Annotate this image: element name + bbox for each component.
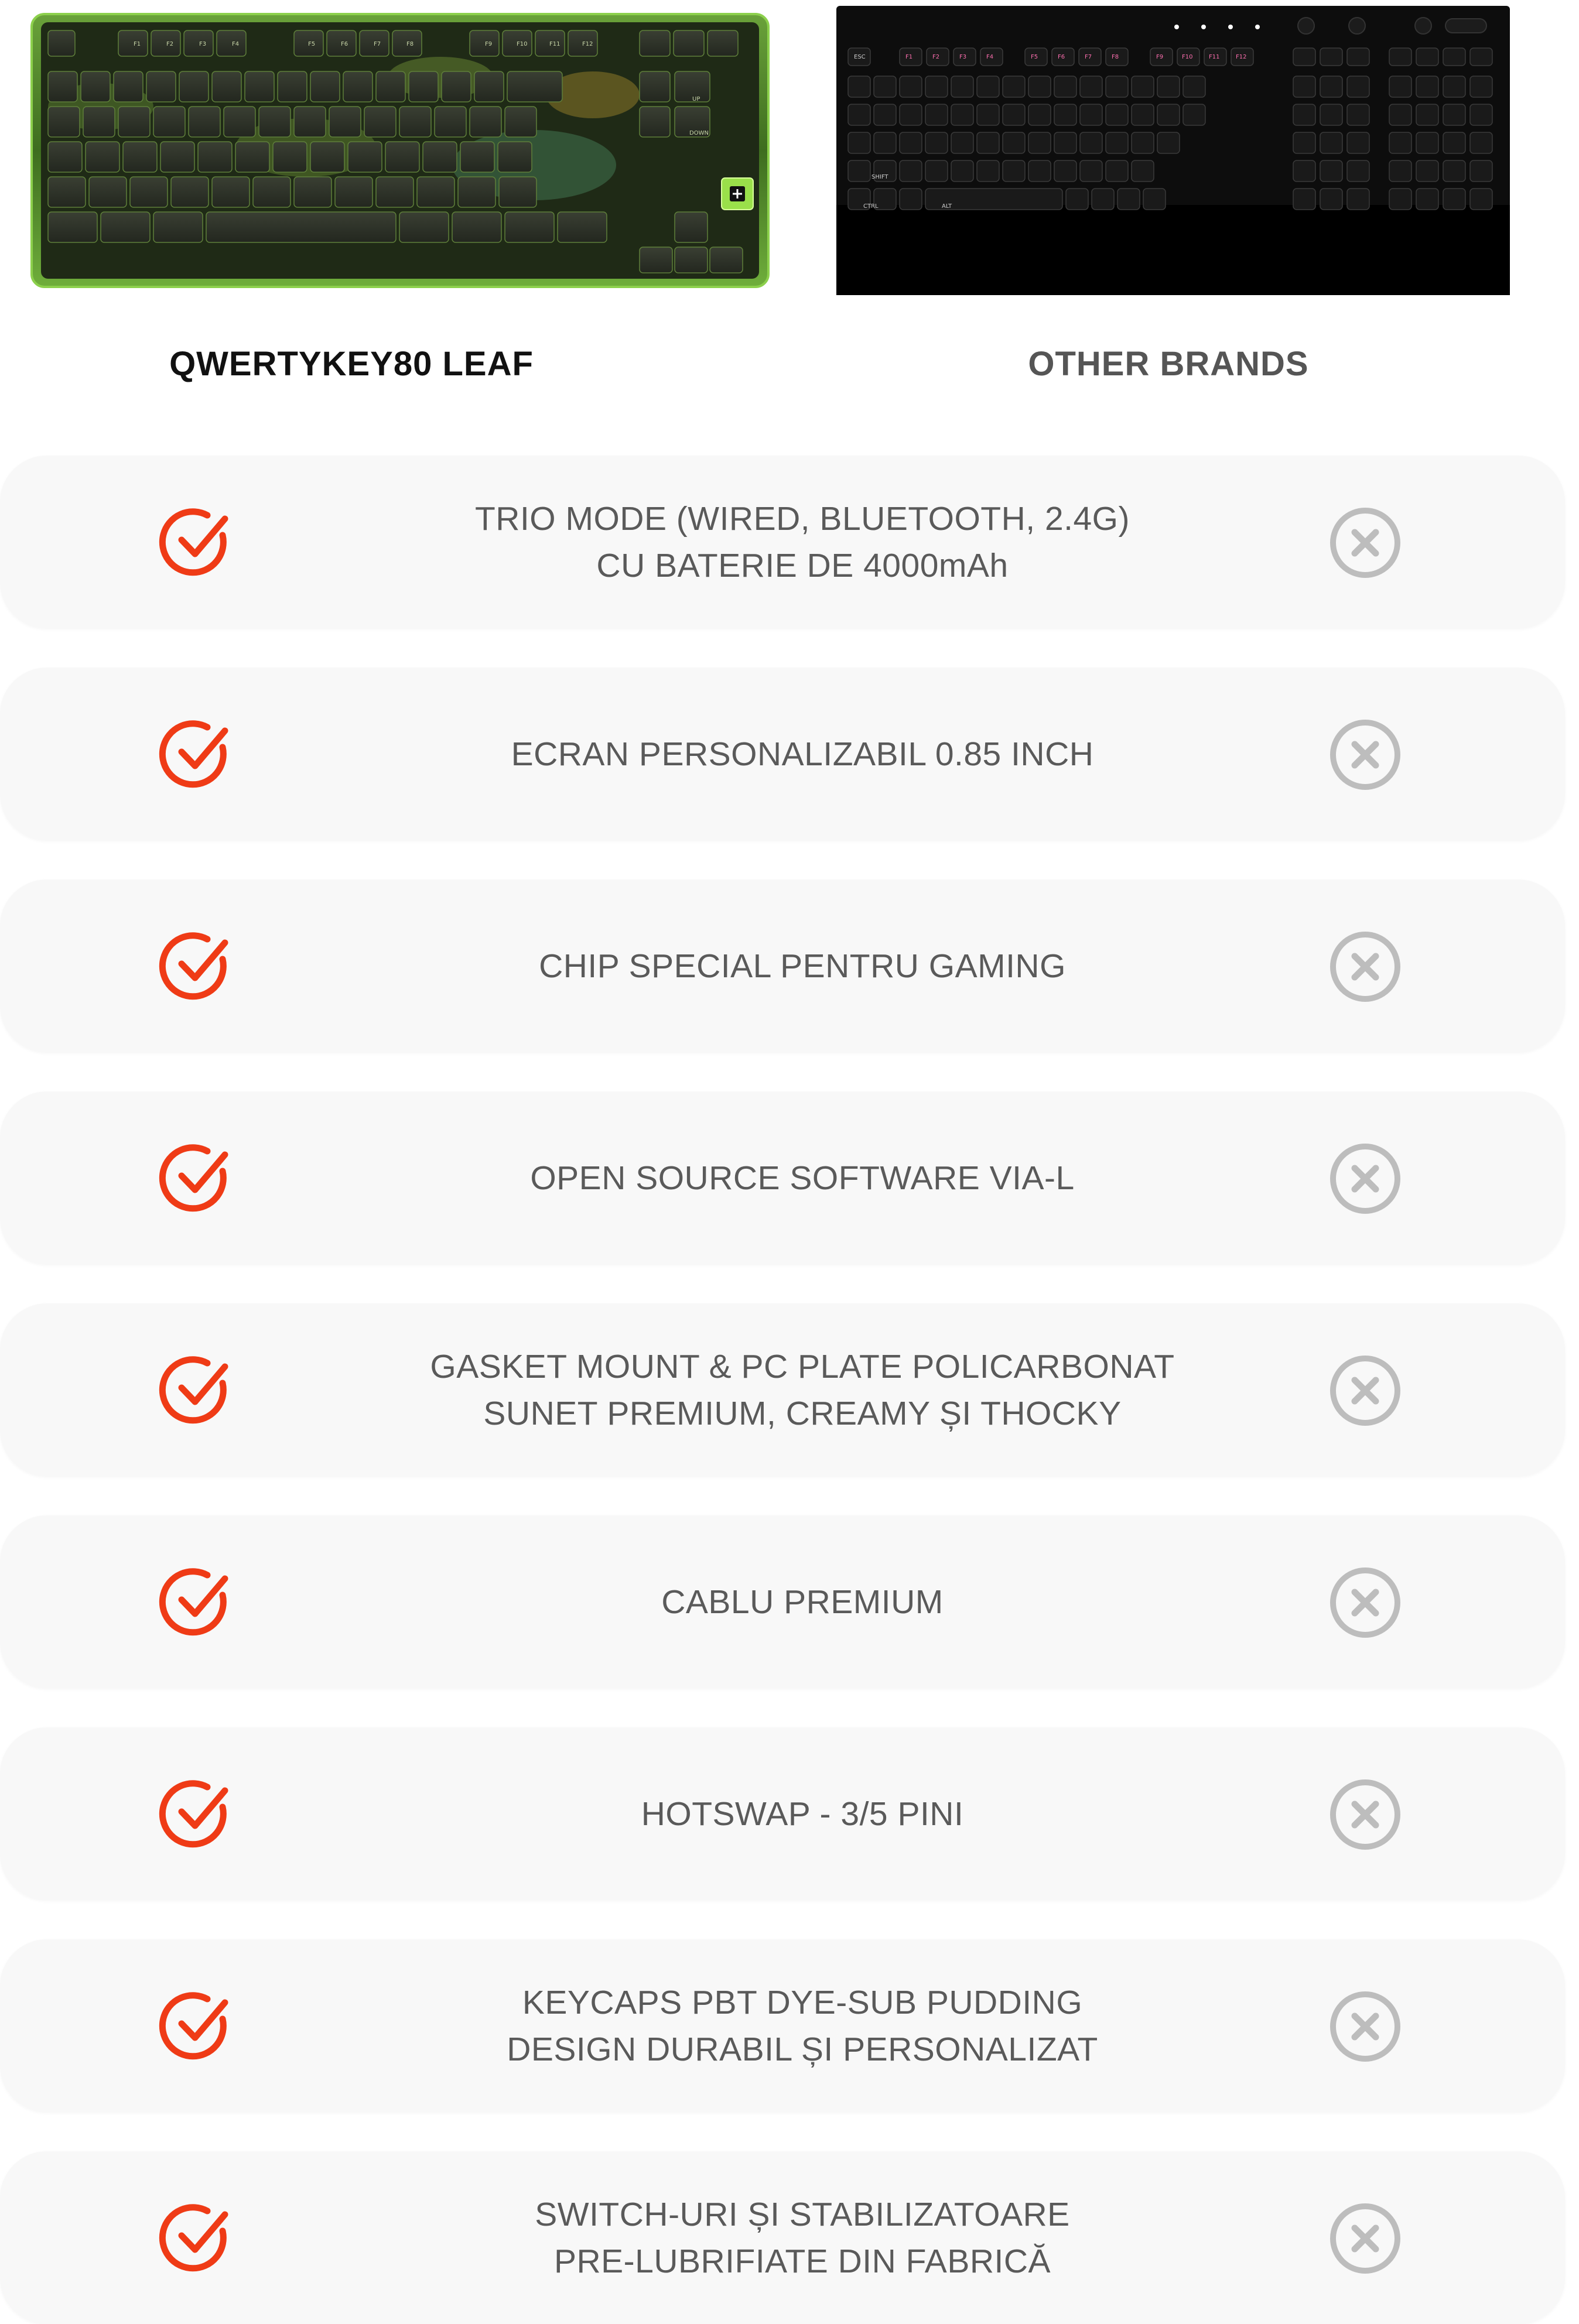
feature-line: TRIO MODE (WIRED, BLUETOOTH, 2.4G) — [474, 499, 1130, 538]
keycap — [184, 30, 213, 56]
keycap — [212, 177, 250, 207]
keycap — [1416, 48, 1438, 66]
keycap — [48, 30, 75, 56]
keycap — [1143, 189, 1166, 210]
keycap — [1443, 104, 1465, 125]
other-key-f12: F12 — [1236, 54, 1247, 60]
keycap — [294, 177, 331, 207]
other-key-f4: F4 — [986, 54, 994, 60]
keycap — [1320, 76, 1342, 97]
keycap — [89, 177, 127, 207]
feature-line: GASKET MOUNT & PC PLATE POLICARBONAT — [430, 1347, 1175, 1385]
keycap — [101, 212, 150, 242]
feature-line: ECRAN PERSONALIZABIL 0.85 INCH — [511, 735, 1094, 773]
keycap — [1389, 189, 1411, 210]
keycap — [900, 132, 922, 153]
keycap — [1416, 104, 1438, 125]
other-key-alt: ALT — [942, 203, 952, 210]
comparison-row — [0, 456, 1565, 628]
check-icon — [157, 1988, 233, 2065]
other-key-f3: F3 — [959, 54, 967, 60]
feature-text — [293, 879, 1312, 1052]
keycap — [507, 71, 562, 102]
keycap — [1132, 76, 1154, 97]
keycap — [1054, 160, 1076, 182]
keycap — [1106, 104, 1128, 125]
keycap — [171, 177, 209, 207]
keycap — [458, 177, 495, 207]
leaf-key-f9: F9 — [485, 41, 493, 47]
cross-icon — [1327, 1988, 1403, 2065]
keycap — [1106, 132, 1128, 153]
comparison-row — [0, 1515, 1565, 1688]
keycap — [1293, 104, 1315, 125]
keycap — [1157, 104, 1180, 125]
feature-line: SWITCH-URI ȘI STABILIZATOARE — [535, 2195, 1070, 2233]
keycap — [1347, 76, 1369, 97]
keycap — [675, 247, 708, 273]
other-keyboard-image — [836, 6, 1510, 295]
keycap — [1092, 189, 1114, 210]
keycap — [310, 71, 340, 102]
leaf-key-f2: F2 — [166, 41, 174, 47]
keycap — [848, 104, 870, 125]
keycap — [470, 30, 499, 56]
keycap — [123, 142, 157, 172]
keycap — [505, 107, 536, 137]
leaf-key-f1: F1 — [134, 41, 141, 47]
keycap — [1028, 76, 1051, 97]
keycap — [1106, 76, 1128, 97]
other-key-esc: ESC — [854, 54, 866, 60]
keycap — [1054, 132, 1076, 153]
keycap — [253, 177, 290, 207]
keycap — [335, 177, 372, 207]
keycap — [329, 107, 361, 137]
keycap — [977, 76, 999, 97]
keycap — [1443, 48, 1465, 66]
keycap — [86, 142, 119, 172]
comparison-row — [0, 1303, 1565, 1476]
keycap — [273, 142, 307, 172]
keycap — [1470, 189, 1492, 210]
keycap — [1293, 160, 1315, 182]
feature-line: OPEN SOURCE SOFTWARE VIA-L — [530, 1159, 1075, 1197]
keycap — [348, 142, 382, 172]
keycap — [1003, 104, 1025, 125]
keycap — [925, 132, 948, 153]
keycap — [470, 107, 501, 137]
check-icon — [157, 1353, 233, 1429]
feature-line: CU BATERIE DE 4000mAh — [596, 546, 1009, 584]
feature-line: KEYCAPS PBT DYE-SUB PUDDING — [522, 1983, 1083, 2021]
keycap — [1416, 189, 1438, 210]
keycap — [640, 107, 670, 137]
keycap — [925, 104, 948, 125]
comparison-row — [0, 879, 1565, 1052]
other-key-f10: F10 — [1182, 54, 1193, 60]
keycap — [452, 212, 501, 242]
keycap — [1028, 160, 1051, 182]
keycap — [1443, 189, 1465, 210]
keycap — [435, 107, 466, 137]
feature-text — [293, 2151, 1312, 2324]
keycap — [1443, 76, 1465, 97]
keycap — [81, 71, 110, 102]
keycap — [1066, 189, 1088, 210]
keycap — [224, 107, 255, 137]
keycap — [1080, 76, 1102, 97]
keycap — [977, 160, 999, 182]
check-icon — [157, 1777, 233, 1853]
keycap — [900, 189, 922, 210]
check-icon — [157, 2200, 233, 2277]
keycap — [153, 107, 185, 137]
cross-icon — [1327, 1353, 1403, 1429]
check-icon — [157, 1565, 233, 1641]
keycap — [376, 71, 405, 102]
keycap — [409, 71, 438, 102]
keycap — [1132, 132, 1154, 153]
cross-icon — [1327, 929, 1403, 1005]
keycap — [130, 177, 168, 207]
leaf-key-down: DOWN — [689, 130, 709, 136]
keycap — [874, 132, 896, 153]
keycap — [1157, 76, 1180, 97]
feature-line: CHIP SPECIAL PENTRU GAMING — [539, 947, 1066, 985]
keycap — [708, 30, 738, 56]
keycap — [114, 71, 143, 102]
other-key-f9: F9 — [1156, 54, 1164, 60]
keycap — [951, 104, 973, 125]
check-icon — [157, 717, 233, 793]
feature-text — [293, 1727, 1312, 1900]
keycap — [848, 160, 870, 182]
keycap — [417, 177, 454, 207]
keycap — [848, 76, 870, 97]
feature-line: PRE-LUBRIFIATE DIN FABRICĂ — [553, 2242, 1051, 2280]
keycap — [710, 247, 743, 273]
keycap — [1347, 160, 1369, 182]
keycap — [848, 132, 870, 153]
cross-icon — [1327, 717, 1403, 793]
feature-line: CABLU PREMIUM — [661, 1583, 944, 1621]
keycap — [153, 212, 203, 242]
keycap — [1080, 132, 1102, 153]
keycap — [235, 142, 269, 172]
keycap — [1416, 160, 1438, 182]
keycap — [217, 30, 246, 56]
keycap — [259, 107, 290, 137]
check-icon — [157, 505, 233, 581]
keycap — [1389, 48, 1411, 66]
leaf-key-f12: F12 — [582, 41, 593, 47]
feature-text — [293, 1939, 1312, 2112]
keycap — [1157, 132, 1180, 153]
comparison-row — [0, 1091, 1565, 1264]
other-key-f2: F2 — [932, 54, 940, 60]
keycap — [474, 71, 504, 102]
keycap — [189, 107, 220, 137]
keycap — [198, 142, 232, 172]
keycap — [399, 107, 431, 137]
check-icon — [157, 929, 233, 1005]
keycap — [925, 160, 948, 182]
keycap — [1080, 160, 1102, 182]
keycap — [1389, 132, 1411, 153]
keycap — [1183, 76, 1205, 97]
keycap — [498, 142, 532, 172]
cross-icon — [1327, 1141, 1403, 1217]
keycap — [900, 76, 922, 97]
keycap — [423, 142, 457, 172]
keycap — [1054, 76, 1076, 97]
keycap — [364, 107, 396, 137]
cross-icon — [1327, 2200, 1403, 2277]
comparison-row — [0, 2151, 1565, 2324]
keycap — [160, 142, 194, 172]
keycap — [1028, 132, 1051, 153]
cross-icon — [1327, 1565, 1403, 1641]
other-key-f6: F6 — [1058, 54, 1065, 60]
keycap — [558, 212, 607, 242]
keycap — [640, 71, 670, 102]
leaf-key-f11: F11 — [549, 41, 560, 47]
keycap — [1470, 104, 1492, 125]
feature-line: HOTSWAP - 3/5 PINI — [641, 1795, 964, 1833]
feature-text — [293, 456, 1312, 628]
comparison-row — [0, 668, 1565, 840]
keycap — [376, 177, 413, 207]
keycap — [1389, 104, 1411, 125]
other-key-f11: F11 — [1209, 54, 1220, 60]
keycap — [399, 212, 449, 242]
keycap — [900, 104, 922, 125]
comparison-header — [0, 0, 1579, 445]
keycap — [1389, 76, 1411, 97]
leaf-column-title: QWERTYKEY80 LEAF — [169, 345, 534, 383]
keycap — [278, 71, 307, 102]
keycap — [460, 142, 494, 172]
keycap — [48, 71, 77, 102]
keycap — [1347, 189, 1369, 210]
keycap — [1003, 132, 1025, 153]
keycap — [442, 71, 471, 102]
comparison-row — [0, 1939, 1565, 2112]
keycap — [151, 30, 180, 56]
keycap — [1389, 160, 1411, 182]
leaf-key-f3: F3 — [199, 41, 207, 47]
keycap — [118, 107, 150, 137]
keycap — [1293, 48, 1315, 66]
keycap — [900, 160, 922, 182]
keycap — [48, 177, 86, 207]
other-key-ctrl: CTRL — [863, 203, 879, 210]
keycap — [1080, 104, 1102, 125]
keycap — [83, 107, 115, 137]
keycap — [640, 247, 672, 273]
other-key-f1: F1 — [905, 54, 913, 60]
feature-line: SUNET PREMIUM, CREAMY ȘI THOCKY — [483, 1394, 1122, 1432]
keycap — [1320, 189, 1342, 210]
feature-text — [293, 668, 1312, 840]
keycap — [1416, 76, 1438, 97]
keycap — [1320, 48, 1342, 66]
feature-line: DESIGN DURABIL ȘI PERSONALIZAT — [507, 2030, 1098, 2068]
keycap — [206, 212, 396, 242]
leaf-key-f4: F4 — [232, 41, 240, 47]
keycap — [1320, 104, 1342, 125]
keycap — [146, 71, 176, 102]
keycap — [499, 177, 536, 207]
keycap — [1293, 76, 1315, 97]
keycap — [874, 76, 896, 97]
keycap — [1003, 160, 1025, 182]
keycap — [674, 30, 704, 56]
keycap — [118, 30, 148, 56]
keycap — [1028, 104, 1051, 125]
keycap — [1443, 160, 1465, 182]
leaf-keyboard-image — [30, 13, 770, 288]
check-icon — [157, 1141, 233, 1217]
keycap — [925, 76, 948, 97]
keycap — [874, 104, 896, 125]
keycap — [1054, 104, 1076, 125]
feature-text — [293, 1303, 1312, 1476]
keycap — [1347, 48, 1369, 66]
other-brands-column-title: OTHER BRANDS — [1028, 345, 1309, 383]
keycap — [951, 160, 973, 182]
leaf-key-f8: F8 — [406, 41, 414, 47]
keycap — [179, 71, 209, 102]
keycap — [505, 212, 554, 242]
keycap — [1470, 160, 1492, 182]
keycap — [1003, 76, 1025, 97]
keycap — [951, 132, 973, 153]
keycap — [1183, 104, 1205, 125]
keycap — [1293, 132, 1315, 153]
other-key-f7: F7 — [1085, 54, 1092, 60]
leaf-key-f6: F6 — [341, 41, 348, 47]
keycap — [343, 71, 372, 102]
feature-text — [293, 1091, 1312, 1264]
leaf-key-f7: F7 — [374, 41, 381, 47]
keycap — [294, 107, 326, 137]
keycap — [640, 30, 670, 56]
cross-icon — [1327, 1777, 1403, 1853]
other-key-f5: F5 — [1031, 54, 1038, 60]
other-key-f8: F8 — [1112, 54, 1119, 60]
keycap — [1106, 160, 1128, 182]
leaf-key-f10: F10 — [517, 41, 528, 47]
keycap — [245, 71, 274, 102]
keycap — [1470, 132, 1492, 153]
keycap — [1416, 132, 1438, 153]
keycap — [48, 212, 97, 242]
keycap — [1132, 160, 1154, 182]
other-key-shift: SHIFT — [871, 174, 888, 180]
keycap — [1470, 76, 1492, 97]
keycap — [977, 104, 999, 125]
keycap — [977, 132, 999, 153]
keycap — [1443, 132, 1465, 153]
keycap — [48, 142, 82, 172]
keycap — [212, 71, 241, 102]
comparison-row — [0, 1727, 1565, 1900]
keycap — [951, 76, 973, 97]
keycap — [48, 107, 80, 137]
keycap — [310, 142, 344, 172]
leaf-key-f5: F5 — [308, 41, 316, 47]
leaf-key-up: UP — [692, 96, 700, 102]
keycap — [675, 212, 708, 242]
feature-text — [293, 1515, 1312, 1688]
keycap — [1117, 189, 1140, 210]
keycap — [385, 142, 419, 172]
keycap — [1347, 132, 1369, 153]
keycap — [1347, 104, 1369, 125]
keycap — [1320, 132, 1342, 153]
keycap — [1320, 160, 1342, 182]
cross-icon — [1327, 505, 1403, 581]
keycap — [1132, 104, 1154, 125]
keycap — [1470, 48, 1492, 66]
keycap — [1293, 189, 1315, 210]
